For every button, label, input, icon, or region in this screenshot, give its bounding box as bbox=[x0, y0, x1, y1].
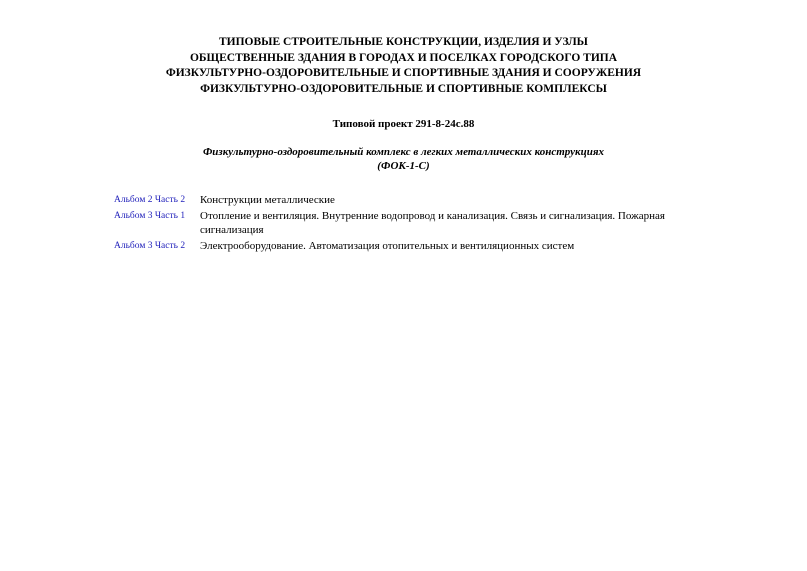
album-description: Электрооборудование. Автоматизация отопительных и вентиляционных систем bbox=[200, 240, 575, 252]
project-title-line: Физкультурно-оздоровительный комплекс в легких металлических конструкциях bbox=[202, 146, 605, 158]
album-row bbox=[114, 208, 694, 237]
album-link[interactable]: Альбом 3 Часть 1 bbox=[114, 211, 186, 221]
project-title bbox=[0, 145, 807, 173]
album-description: Отопление и вентиляция. Внутренние водопровод и канализация. Связь и сигнализация. Пожарная сигнализация bbox=[200, 210, 665, 236]
header-line-building-type: ОБЩЕСТВЕННЫЕ ЗДАНИЯ В ГОРОДАХ И ПОСЕЛКАХ ГОРОДСКОГО ТИПА bbox=[189, 51, 618, 64]
project-title-code: (ФОК-1-С) bbox=[377, 160, 430, 172]
album-description: Конструкции металлические bbox=[200, 194, 335, 206]
header-line-subcategory: ФИЗКУЛЬТУРНО-ОЗДОРОВИТЕЛЬНЫЕ И СПОРТИВНЫЕ КОМПЛЕКСЫ bbox=[200, 82, 607, 95]
album-row bbox=[114, 192, 694, 207]
project-code: Типовой проект 291-8-24с.88 bbox=[332, 118, 475, 130]
document-header bbox=[0, 35, 807, 97]
header-line-category: ФИЗКУЛЬТУРНО-ОЗДОРОВИТЕЛЬНЫЕ И СПОРТИВНЫЕ ЗДАНИЯ И СООРУЖЕНИЯ bbox=[165, 67, 642, 79]
album-row bbox=[114, 238, 694, 253]
album-list bbox=[114, 192, 694, 254]
header-line-series: ТИПОВЫЕ СТРОИТЕЛЬНЫЕ КОНСТРУКЦИИ, ИЗДЕЛИЯ И УЗЛЫ bbox=[219, 36, 588, 48]
album-link[interactable]: Альбом 3 Часть 2 bbox=[114, 241, 186, 251]
album-link[interactable]: Альбом 2 Часть 2 bbox=[114, 195, 186, 205]
